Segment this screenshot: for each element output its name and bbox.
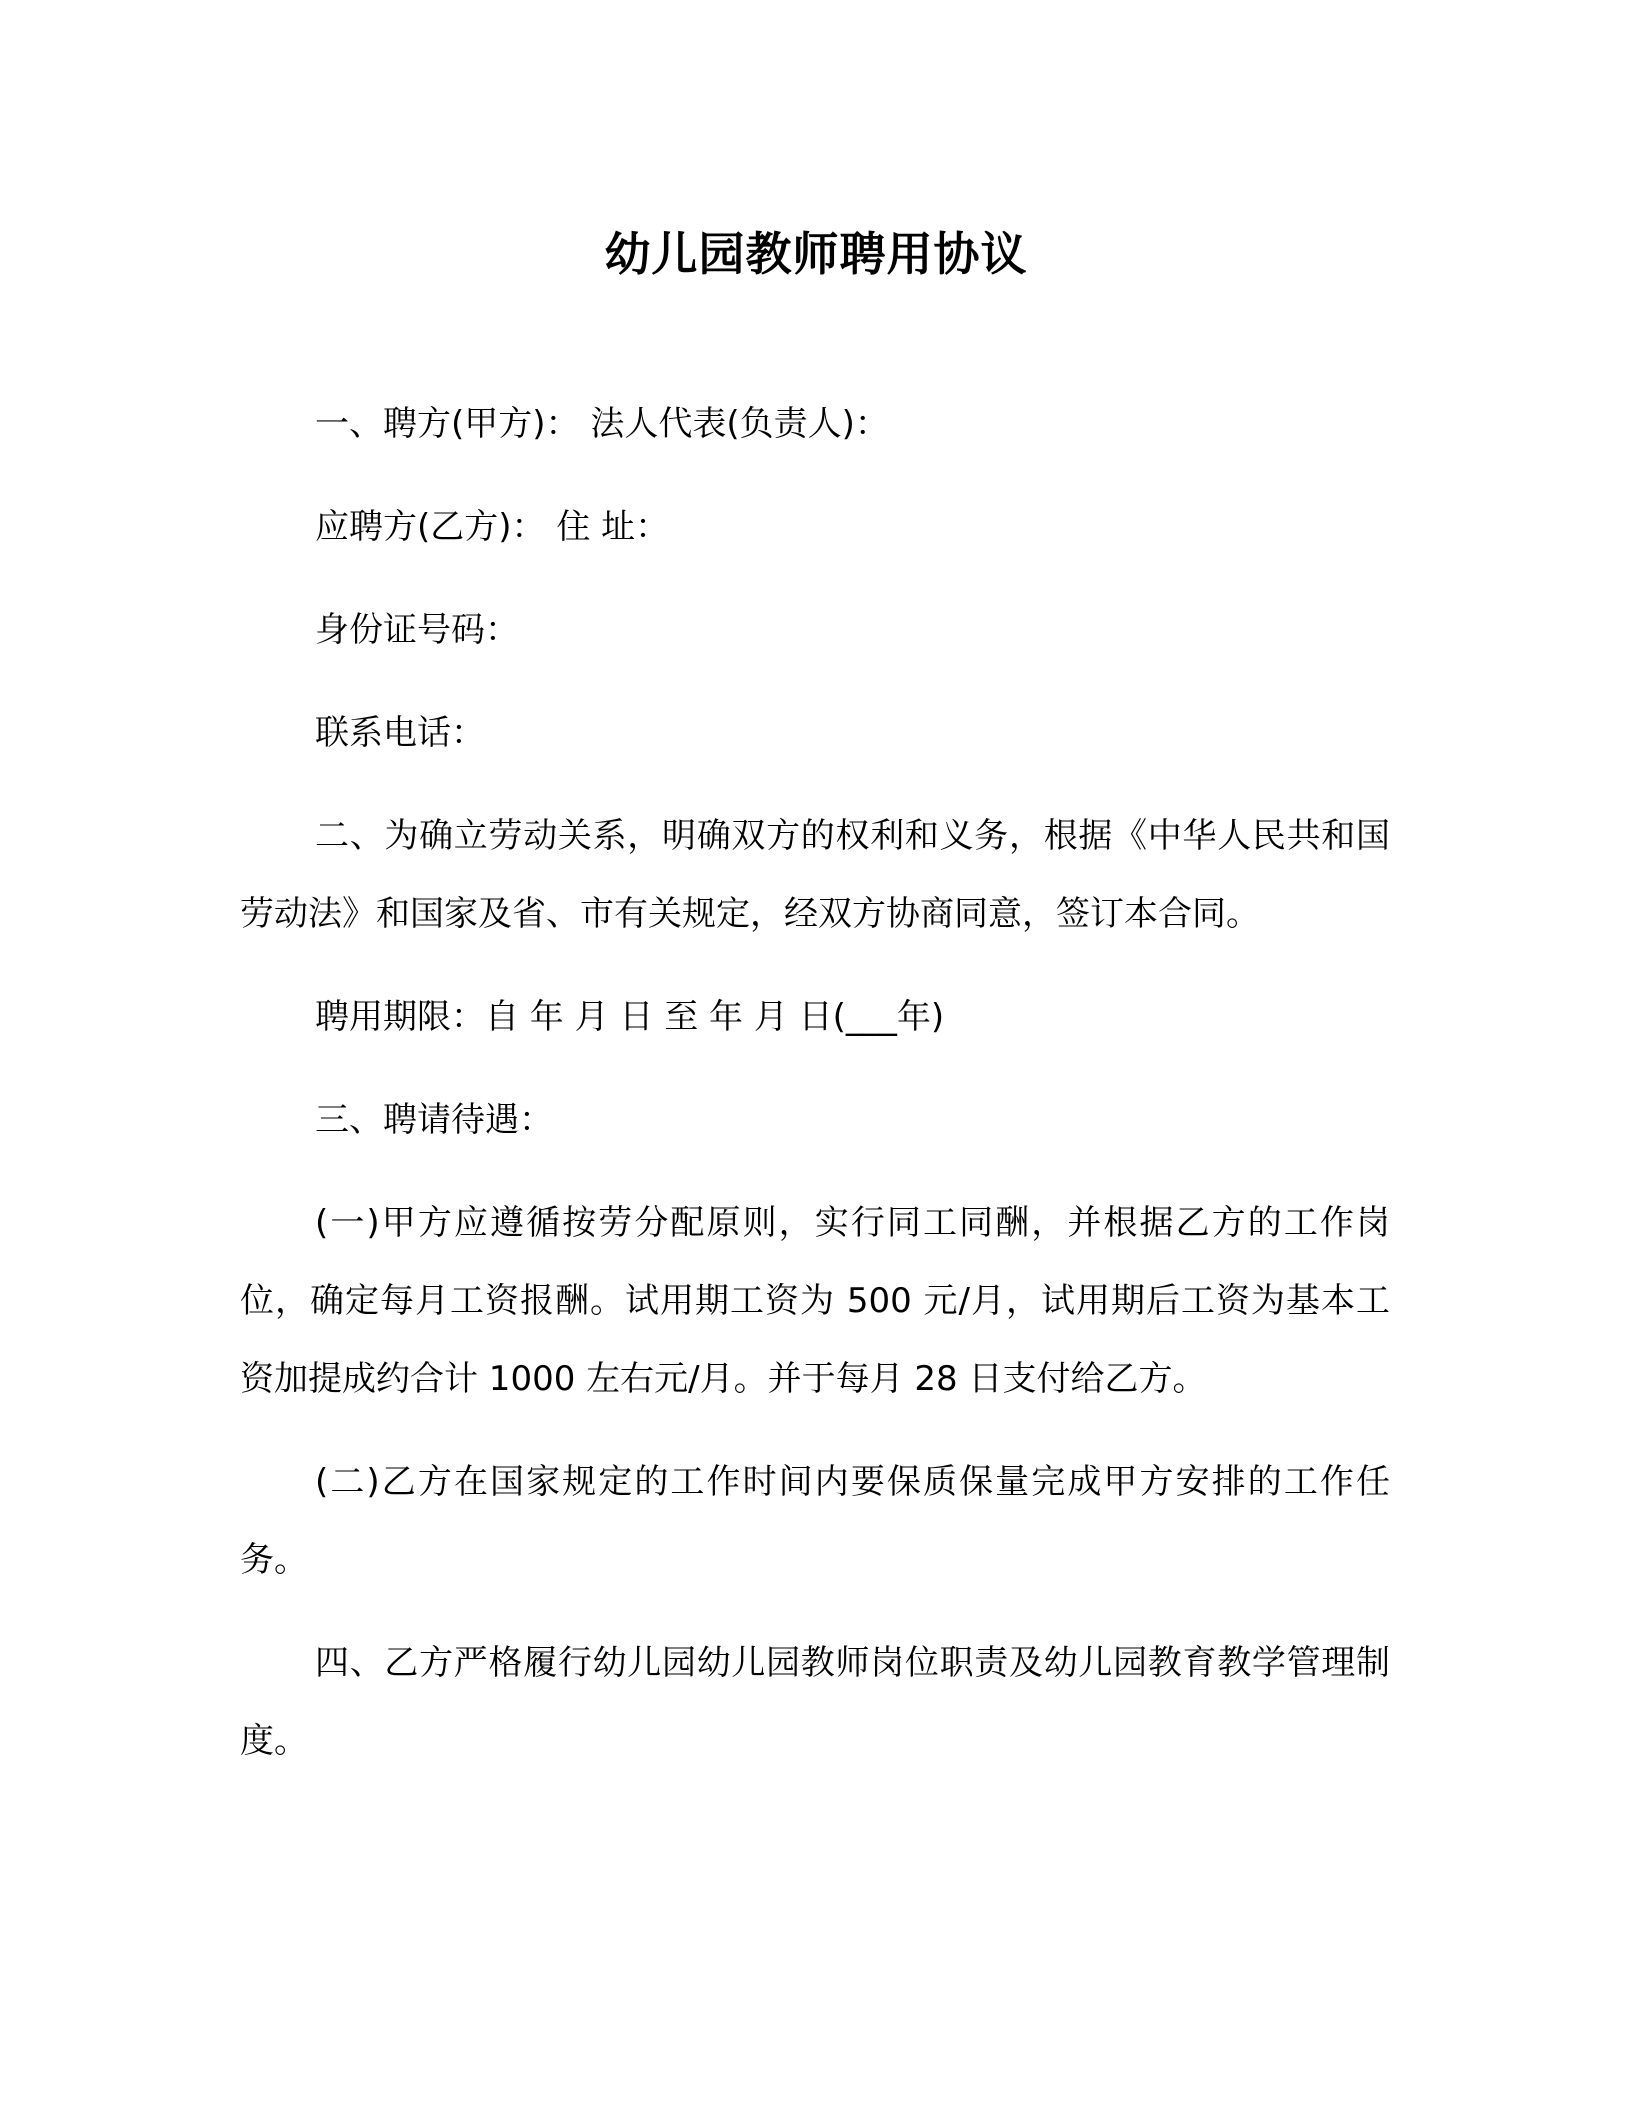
document-title: 幼儿园教师聘用协议 bbox=[604, 227, 1028, 281]
document-body bbox=[240, 385, 1390, 1805]
paragraph-id-number: 身份证号码： bbox=[315, 610, 519, 650]
paragraph-term: 聘用期限：自 年 月 日 至 年 月 日(___年) bbox=[315, 997, 945, 1037]
paragraph-employee: 应聘方(乙方)： 住 址： bbox=[315, 507, 670, 547]
paragraph-salary: (一)甲方应遵循按劳分配原则，实行同工同酬，并根据乙方的工作岗位，确定每月工资报酬。试用期工资为 500 元/月，试用期后工资为基本工资加提成约合计 1000 左右元/月。并于每月 28 日支付给乙方。 bbox=[240, 1203, 1390, 1399]
paragraph-duties: 四、乙方严格履行幼儿园幼儿园教师岗位职责及幼儿园教育教学管理制度。 bbox=[240, 1643, 1390, 1761]
paragraph-work-tasks: (二)乙方在国家规定的工作时间内要保质保量完成甲方安排的工作任务。 bbox=[240, 1462, 1390, 1580]
paragraph-phone: 联系电话： bbox=[315, 713, 485, 753]
paragraph-benefits-heading: 三、聘请待遇： bbox=[315, 1100, 553, 1140]
paragraph-purpose: 二、为确立劳动关系，明确双方的权利和义务，根据《中华人民共和国劳动法》和国家及省、市有关规定，经双方协商同意，签订本合同。 bbox=[240, 816, 1390, 934]
paragraph-employer: 一、聘方(甲方)： 法人代表(负责人)： bbox=[315, 404, 889, 444]
